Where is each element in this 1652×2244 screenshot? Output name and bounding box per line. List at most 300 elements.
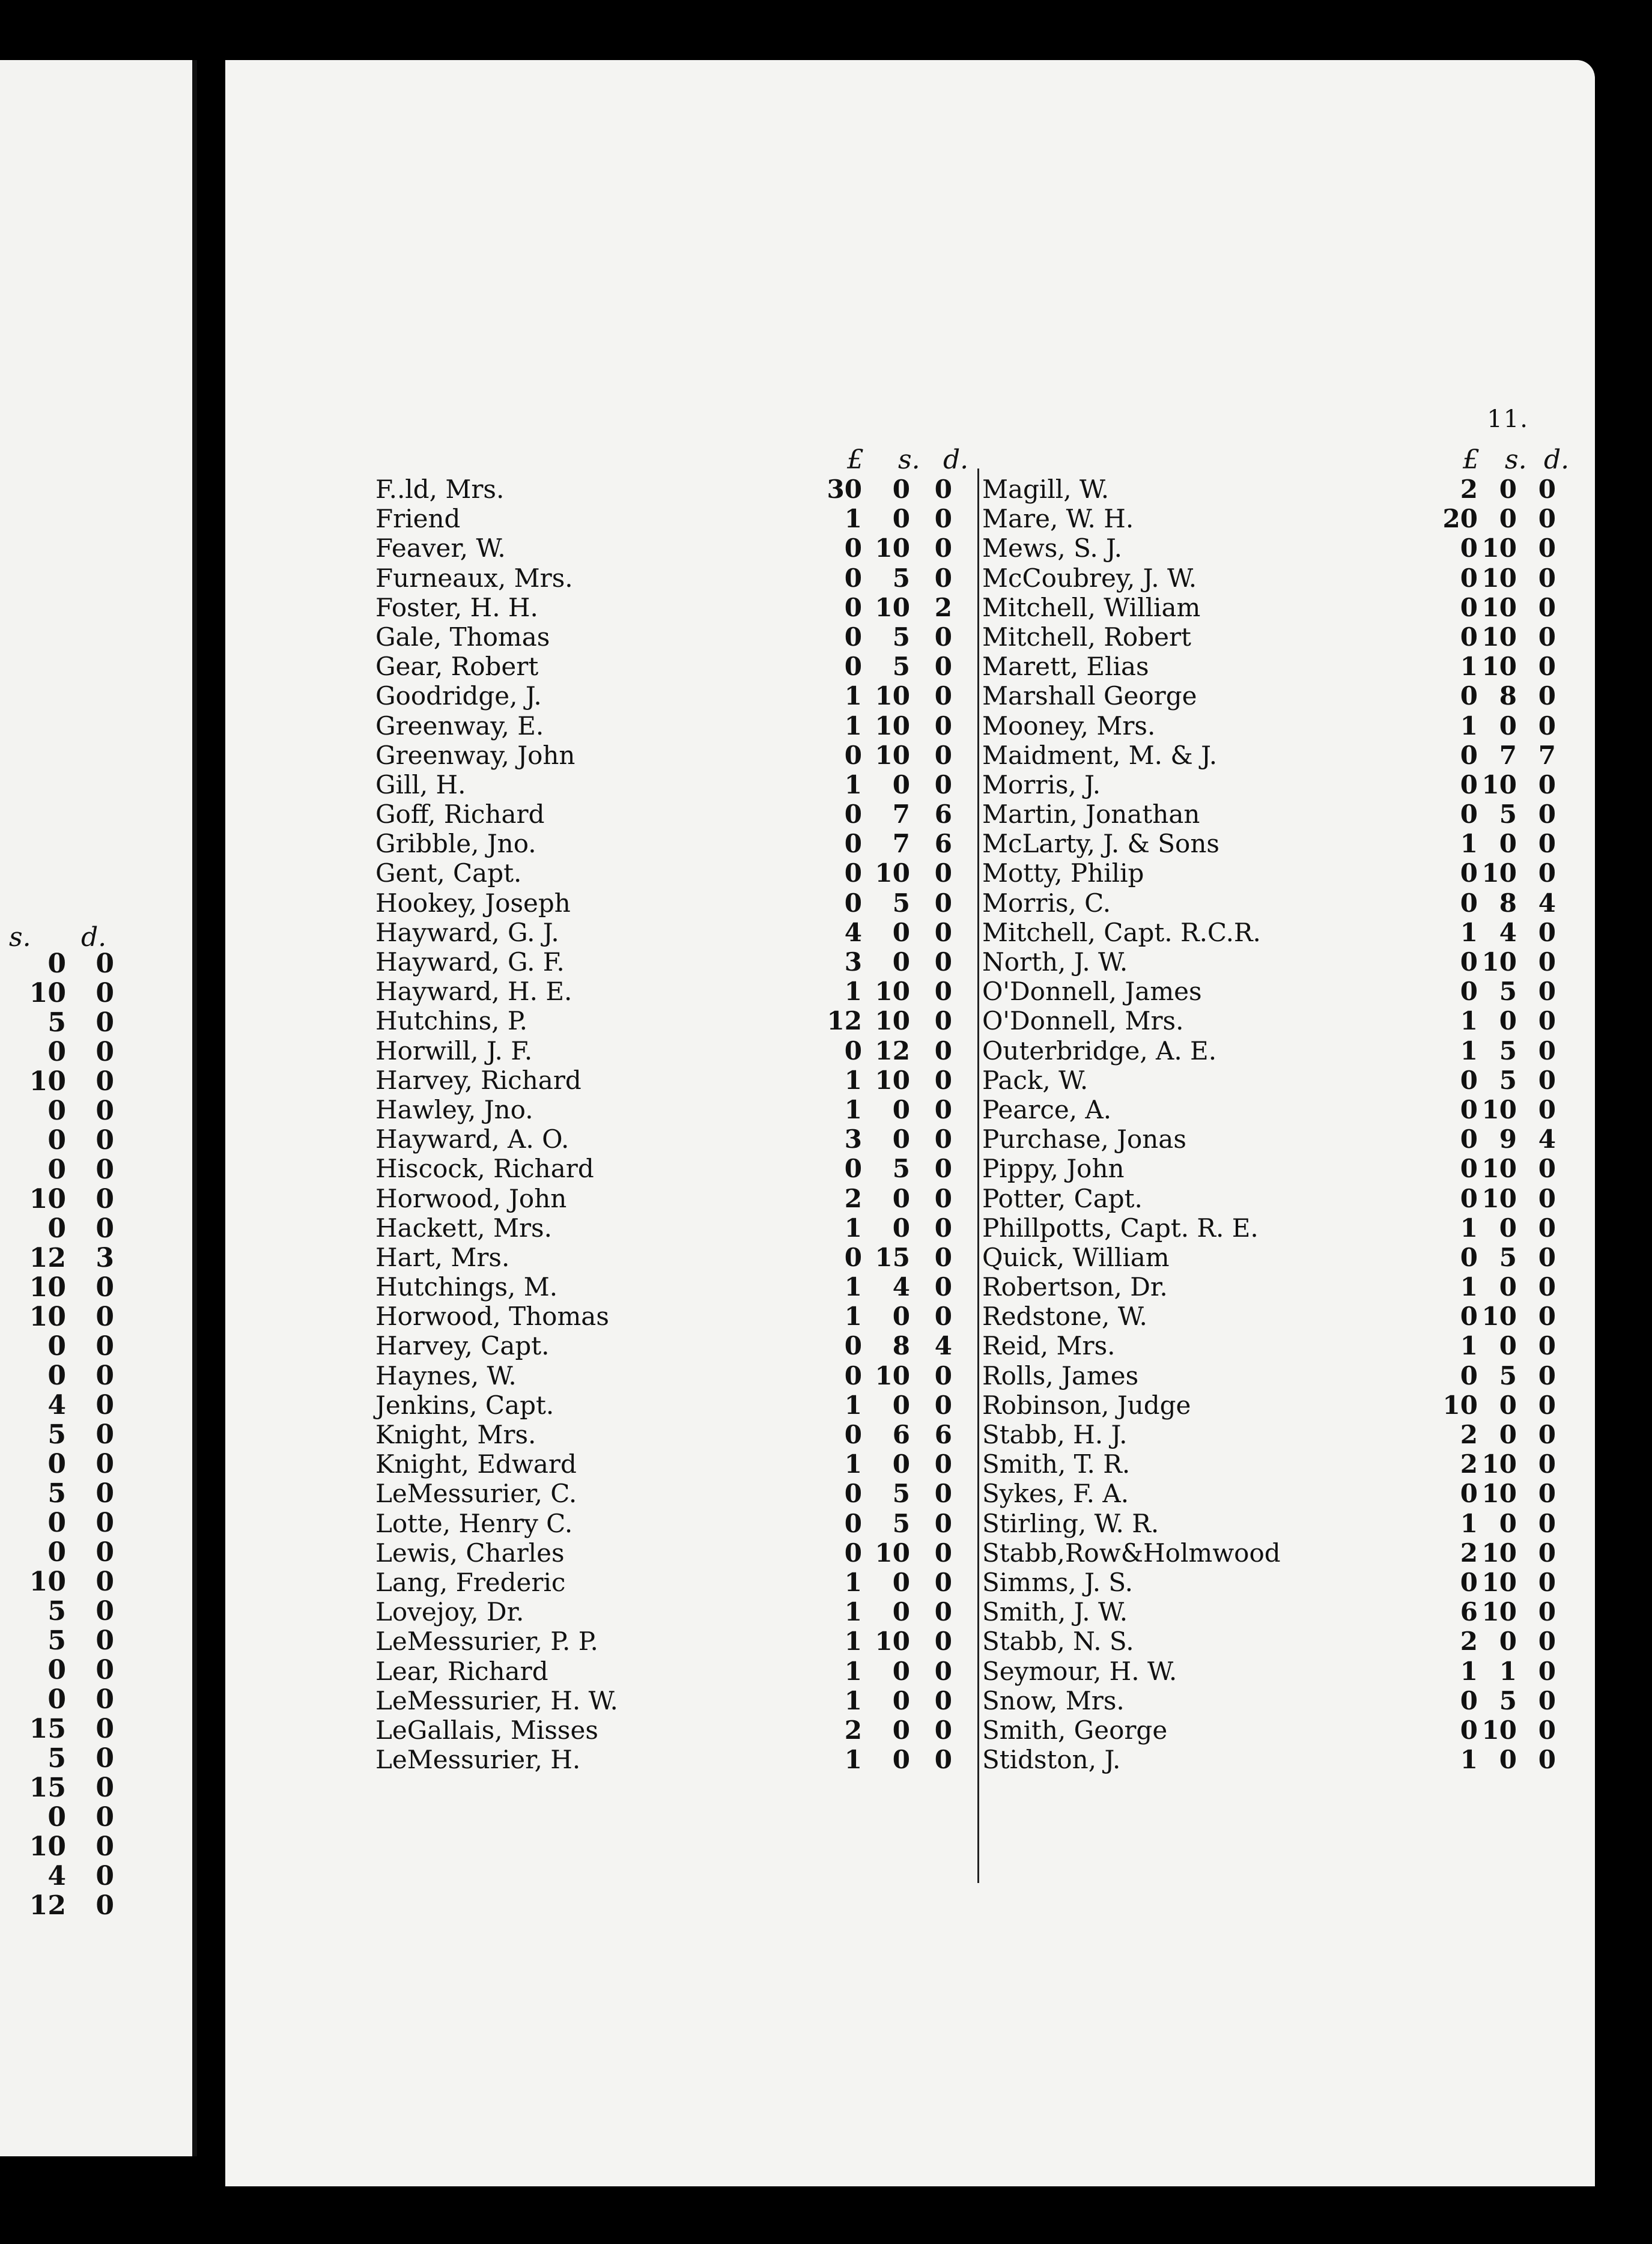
list-item [0, 1508, 114, 1538]
pence-value: 0 [934, 711, 952, 741]
pounds-value: 0 [1460, 888, 1478, 918]
shillings-value: 5 [1499, 799, 1517, 829]
pounds-value: 0 [1460, 947, 1478, 977]
subscriber-name: Horwill, J. F. [375, 1036, 533, 1066]
pence-value: 0 [1538, 977, 1556, 1007]
left-page-header [9, 922, 153, 953]
subscriber-name: Gribble, Jno. [375, 829, 536, 859]
list-item [0, 1008, 114, 1037]
subscriber-name: Hart, Mrs. [375, 1242, 510, 1272]
pence-value: 0 [1538, 1006, 1556, 1036]
list-item [0, 1214, 114, 1243]
shillings-value: 10 [29, 1184, 66, 1214]
shillings-value: 5 [1499, 1242, 1517, 1272]
pounds-value: 0 [844, 740, 862, 770]
shillings-value: 12 [29, 1890, 66, 1921]
pence-value: 0 [934, 1627, 952, 1657]
subscriber-name: Hiscock, Richard [375, 1154, 594, 1184]
pounds-value: 0 [844, 1036, 862, 1066]
shillings-value: 0 [892, 1183, 910, 1213]
list-item [982, 799, 1556, 829]
pence-header: d. [81, 922, 107, 953]
shillings-value: 8 [1499, 681, 1517, 711]
pence-value: 0 [1538, 1538, 1556, 1568]
pence-value: 0 [96, 1802, 114, 1833]
list-item [982, 917, 1556, 947]
list-item [982, 1479, 1556, 1509]
pounds-value: 1 [844, 1745, 862, 1775]
list-item [375, 563, 976, 593]
shillings-value: 0 [47, 1360, 66, 1391]
pounds-value: 4 [844, 917, 862, 947]
shillings-value: 12 [875, 1036, 910, 1066]
list-item [375, 888, 976, 918]
pounds-value: 1 [844, 1597, 862, 1627]
pounds-value: 1 [844, 1302, 862, 1332]
pence-value: 0 [934, 1745, 952, 1775]
pounds-value: 0 [844, 1242, 862, 1272]
pounds-value: 1 [1460, 1656, 1478, 1686]
shillings-value: 10 [29, 978, 66, 1008]
shillings-value: 4 [892, 1272, 910, 1302]
pence-value: 0 [1538, 1420, 1556, 1449]
list-item [982, 1597, 1556, 1627]
pence-value: 4 [934, 1331, 952, 1361]
shillings-value: 0 [892, 947, 910, 977]
list-item [982, 1449, 1556, 1479]
list-item [982, 1538, 1556, 1568]
list-item [982, 1124, 1556, 1154]
subscriber-name: Gill, H. [375, 769, 466, 799]
pence-value: 0 [1538, 1479, 1556, 1509]
list-item [375, 1184, 976, 1213]
pence-value: 0 [96, 1478, 114, 1509]
pounds-value: 0 [844, 858, 862, 888]
pence-value: 0 [934, 1715, 952, 1745]
shillings-value: 0 [1499, 504, 1517, 534]
pounds-value: 0 [1460, 1479, 1478, 1509]
shillings-value: 10 [29, 1272, 66, 1303]
shillings-value: 5 [892, 622, 910, 652]
shillings-value: 10 [1481, 563, 1517, 593]
shillings-value: 7 [892, 829, 910, 859]
pence-value: 0 [1538, 592, 1556, 622]
pounds-value: 1 [844, 711, 862, 741]
shillings-value: 0 [892, 1124, 910, 1154]
left-column [375, 475, 976, 1774]
shillings-value: 0 [47, 1802, 66, 1833]
pence-value: 0 [96, 1419, 114, 1450]
subscriber-name: Hawley, Jno. [375, 1094, 533, 1124]
subscriber-name: Knight, Edward [375, 1449, 577, 1479]
pence-value: 0 [96, 1890, 114, 1921]
list-item [0, 1479, 114, 1508]
list-item [375, 770, 976, 799]
pence-value: 0 [1538, 947, 1556, 977]
shillings-value: 0 [892, 1094, 910, 1124]
subscriber-name: Pearce, A. [982, 1094, 1112, 1124]
subscriber-name: Foster, H. H. [375, 592, 538, 622]
shillings-value: 0 [47, 1449, 66, 1479]
pence-value: 0 [1538, 1685, 1556, 1715]
shillings-value: 10 [1481, 1567, 1517, 1597]
pounds-value: 0 [1460, 1242, 1478, 1272]
shillings-header: s. [1505, 444, 1527, 475]
shillings-value: 0 [892, 1449, 910, 1479]
pounds-value: 1 [844, 1656, 862, 1686]
pence-value: 0 [1538, 1508, 1556, 1538]
subscriber-name: F..ld, Mrs. [375, 475, 505, 504]
subscriber-name: Gent, Capt. [375, 858, 522, 888]
pounds-value: 1 [1460, 652, 1478, 682]
subscriber-name: Hayward, G. J. [375, 917, 559, 947]
pence-value: 0 [1538, 1567, 1556, 1597]
subscriber-name: Hayward, H. E. [375, 977, 572, 1007]
pence-value: 0 [934, 917, 952, 947]
list-item [0, 1184, 114, 1214]
pence-value: 0 [96, 1302, 114, 1332]
shillings-value: 0 [47, 948, 66, 979]
pence-value: 6 [934, 1420, 952, 1449]
shillings-value: 5 [892, 652, 910, 682]
pounds-value: 2 [1460, 1538, 1478, 1568]
pounds-value: 3 [844, 947, 862, 977]
shillings-value: 0 [1499, 1006, 1517, 1036]
list-item [982, 858, 1556, 888]
shillings-value: 0 [47, 1331, 66, 1362]
pounds-value: 0 [844, 888, 862, 918]
pence-value: 0 [1538, 1213, 1556, 1243]
pounds-value: 0 [1460, 1154, 1478, 1184]
list-item [0, 1067, 114, 1096]
subscriber-name: Outerbridge, A. E. [982, 1036, 1217, 1066]
subscriber-name: Motty, Philip [982, 858, 1144, 888]
pounds-value: 1 [844, 1213, 862, 1243]
pence-value: 0 [96, 1449, 114, 1479]
pence-value: 0 [1538, 504, 1556, 534]
pence-value: 0 [934, 504, 952, 534]
subscriber-name: Smith, George [982, 1715, 1168, 1745]
list-item [982, 1272, 1556, 1302]
pounds-value: 2 [1460, 1420, 1478, 1449]
shillings-value: 5 [47, 1596, 66, 1627]
pence-value: 3 [96, 1243, 114, 1273]
list-item [375, 1538, 976, 1568]
list-item [375, 1745, 976, 1774]
pounds-value: 0 [844, 533, 862, 563]
subscriber-name: Marett, Elias [982, 652, 1149, 682]
shillings-value: 0 [892, 1390, 910, 1420]
pence-value: 0 [96, 1684, 114, 1715]
list-item [982, 533, 1556, 563]
subscriber-name: Phillpotts, Capt. R. E. [982, 1213, 1259, 1243]
shillings-value: 1 [1499, 1656, 1517, 1686]
list-item [375, 1095, 976, 1124]
subscriber-name: Smith, J. W. [982, 1597, 1128, 1627]
pence-value: 0 [934, 1183, 952, 1213]
pounds-value: 0 [1460, 1302, 1478, 1332]
subscriber-name: O'Donnell, Mrs. [982, 1006, 1184, 1036]
pence-value: 0 [96, 1007, 114, 1038]
pounds-value: 2 [844, 1715, 862, 1745]
subscriber-name: Morris, C. [982, 888, 1111, 918]
list-item [375, 829, 976, 858]
shillings-value: 15 [875, 1242, 910, 1272]
pence-value: 0 [934, 1685, 952, 1715]
shillings-value: 6 [892, 1420, 910, 1449]
shillings-value: 10 [1481, 1538, 1517, 1568]
list-item [982, 947, 1556, 977]
list-item [0, 1773, 114, 1803]
pounds-value: 6 [1460, 1597, 1478, 1627]
pounds-value: 0 [1460, 977, 1478, 1007]
pence-value: 0 [96, 1743, 114, 1774]
subscriber-name: Quick, William [982, 1242, 1170, 1272]
list-item [375, 947, 976, 977]
list-item [375, 1509, 976, 1538]
subscriber-name: Mews, S. J. [982, 533, 1122, 563]
list-item [982, 829, 1556, 859]
list-item [375, 475, 976, 504]
list-item [375, 1420, 976, 1449]
pence-value: 0 [96, 1360, 114, 1391]
subscriber-name: Goff, Richard [375, 799, 545, 829]
subscriber-name: Lear, Richard [375, 1656, 548, 1686]
shillings-value: 12 [29, 1243, 66, 1273]
shillings-value: 10 [875, 740, 910, 770]
subscriber-name: Simms, J. S. [982, 1567, 1134, 1597]
list-item [375, 1361, 976, 1390]
subscriber-name: Haynes, W. [375, 1360, 517, 1390]
subscriber-name: Horwood, Thomas [375, 1302, 609, 1332]
pence-value: 0 [1538, 1302, 1556, 1332]
pence-value: 0 [934, 740, 952, 770]
pence-value: 0 [1538, 1627, 1556, 1657]
pence-value: 0 [1538, 1360, 1556, 1390]
list-item [982, 1183, 1556, 1213]
list-item [982, 1036, 1556, 1066]
pounds-value: 12 [827, 1006, 862, 1036]
document-page [225, 60, 1595, 2186]
pence-value: 0 [934, 1065, 952, 1095]
pounds-value: 0 [844, 1331, 862, 1361]
shillings-value: 0 [892, 1213, 910, 1243]
pounds-value: 0 [844, 652, 862, 682]
pence-value: 0 [934, 1390, 952, 1420]
subscriber-name: Seymour, H. W. [982, 1656, 1177, 1686]
subscriber-name: Redstone, W. [982, 1302, 1147, 1332]
pounds-value: 1 [844, 1390, 862, 1420]
subscriber-name: Mitchell, Capt. R.C.R. [982, 917, 1261, 947]
list-item [982, 475, 1556, 504]
pence-value: 0 [934, 1213, 952, 1243]
shillings-value: 0 [892, 1597, 910, 1627]
shillings-value: 10 [875, 858, 910, 888]
pence-value: 0 [96, 1066, 114, 1097]
pounds-value: 1 [1460, 917, 1478, 947]
list-item [982, 1213, 1556, 1243]
shillings-value: 10 [1481, 1479, 1517, 1509]
subscriber-name: Harvey, Capt. [375, 1331, 550, 1361]
pounds-value: 0 [1460, 1183, 1478, 1213]
list-item [982, 622, 1556, 652]
pounds-value: 0 [1460, 1685, 1478, 1715]
subscriber-name: Lang, Frederic [375, 1567, 566, 1597]
shillings-value: 0 [1499, 1627, 1517, 1657]
subscriber-name: Feaver, W. [375, 533, 506, 563]
list-item [375, 1006, 976, 1036]
subscriber-name: Hutchins, P. [375, 1006, 527, 1036]
list-item [375, 858, 976, 888]
shillings-value: 15 [29, 1714, 66, 1744]
list-item [0, 1302, 114, 1332]
list-item [0, 1538, 114, 1567]
pence-value: 0 [1538, 1449, 1556, 1479]
list-item [982, 888, 1556, 918]
pence-value: 0 [934, 681, 952, 711]
pence-value: 0 [934, 475, 952, 504]
subscriber-name: Knight, Mrs. [375, 1420, 536, 1449]
shillings-value: 0 [1499, 1331, 1517, 1361]
shillings-value: 0 [1499, 1745, 1517, 1775]
pence-value: 0 [934, 652, 952, 682]
pence-value: 0 [934, 1006, 952, 1036]
pounds-value: 1 [1460, 1272, 1478, 1302]
pounds-value: 0 [844, 1154, 862, 1184]
list-item [375, 1302, 976, 1331]
pence-value: 6 [934, 829, 952, 859]
pounds-value: 1 [844, 1065, 862, 1095]
subscriber-name: Lotte, Henry C. [375, 1508, 573, 1538]
list-item [982, 1508, 1556, 1538]
subscriber-name: Pack, W. [982, 1065, 1089, 1095]
shillings-value: 10 [875, 1006, 910, 1036]
list-item [375, 1390, 976, 1420]
pence-value: 0 [96, 1714, 114, 1744]
shillings-value: 10 [1481, 947, 1517, 977]
list-item [375, 533, 976, 563]
shillings-value: 0 [892, 1567, 910, 1597]
pence-value: 0 [1538, 1154, 1556, 1184]
subscriber-name: Snow, Mrs. [982, 1685, 1125, 1715]
subscriber-name: Hackett, Mrs. [375, 1213, 552, 1243]
pounds-value: 2 [844, 1183, 862, 1213]
list-item [0, 1332, 114, 1361]
list-item [982, 1242, 1556, 1272]
subscriber-name: Gear, Robert [375, 652, 539, 682]
subscriber-name: O'Donnell, James [982, 977, 1202, 1007]
pounds-value: 1 [1460, 1213, 1478, 1243]
shillings-value: 0 [892, 1745, 910, 1775]
shillings-value: 0 [47, 1213, 66, 1244]
pence-value: 0 [1538, 475, 1556, 504]
subscriber-name: Lovejoy, Dr. [375, 1597, 524, 1627]
shillings-value: 10 [29, 1066, 66, 1097]
pence-value: 0 [934, 1538, 952, 1568]
subscriber-name: Robertson, Dr. [982, 1272, 1168, 1302]
subscriber-name: Stabb, H. J. [982, 1420, 1128, 1449]
pence-value: 0 [934, 533, 952, 563]
list-item [0, 1655, 114, 1685]
shillings-value: 0 [1499, 829, 1517, 859]
subscriber-name: Mare, W. H. [982, 504, 1134, 534]
shillings-value: 5 [892, 1508, 910, 1538]
list-item [0, 1037, 114, 1067]
list-item [0, 1832, 114, 1861]
subscriber-name: LeMessurier, C. [375, 1479, 577, 1509]
pounds-value: 0 [844, 1479, 862, 1509]
pounds-value: 1 [844, 1567, 862, 1597]
pounds-value: 0 [1460, 1567, 1478, 1597]
pounds-value: 0 [1460, 858, 1478, 888]
pence-value: 0 [96, 1861, 114, 1891]
pounds-value: 0 [844, 563, 862, 593]
subscriber-name: Stabb,Row&Holmwood [982, 1538, 1281, 1568]
pence-value: 0 [96, 1655, 114, 1685]
subscriber-name: Rolls, James [982, 1360, 1139, 1390]
pence-value: 0 [934, 1656, 952, 1686]
shillings-value: 10 [1481, 1449, 1517, 1479]
pence-value: 0 [934, 1154, 952, 1184]
shillings-header: s. [9, 922, 31, 953]
pence-value: 0 [1538, 1094, 1556, 1124]
list-item [0, 1803, 114, 1832]
shillings-value: 4 [1499, 917, 1517, 947]
pounds-header: £ [1463, 444, 1480, 475]
list-item [982, 563, 1556, 593]
pence-value: 0 [96, 1596, 114, 1627]
pence-value: 0 [96, 1184, 114, 1214]
pounds-value: 2 [1460, 1627, 1478, 1657]
pence-value: 0 [96, 1508, 114, 1538]
shillings-value: 5 [892, 1154, 910, 1184]
pounds-value: 1 [1460, 1006, 1478, 1036]
pounds-header: £ [847, 444, 864, 475]
list-item [375, 1568, 976, 1597]
list-item [0, 978, 114, 1008]
pence-value: 0 [96, 1213, 114, 1244]
subscriber-name: Gale, Thomas [375, 622, 550, 652]
shillings-value: 10 [875, 681, 910, 711]
left-page-amounts [0, 949, 114, 1920]
list-item [0, 1597, 114, 1626]
shillings-value: 0 [892, 1715, 910, 1745]
pence-value: 0 [934, 888, 952, 918]
pence-value: 0 [1538, 681, 1556, 711]
shillings-value: 0 [1499, 1508, 1517, 1538]
pence-value: 0 [934, 1036, 952, 1066]
pounds-value: 0 [1460, 681, 1478, 711]
pence-value: 0 [1538, 1656, 1556, 1686]
shillings-value: 4 [47, 1861, 66, 1891]
pounds-value: 2 [1460, 475, 1478, 504]
shillings-value: 10 [1481, 769, 1517, 799]
list-item [982, 711, 1556, 741]
pence-value: 0 [1538, 917, 1556, 947]
right-column [982, 475, 1556, 1775]
pounds-value: 0 [844, 1538, 862, 1568]
shillings-value: 0 [892, 504, 910, 534]
list-item [0, 1243, 114, 1273]
pence-value: 0 [1538, 1597, 1556, 1627]
shillings-value: 5 [1499, 1685, 1517, 1715]
shillings-value: 8 [892, 1331, 910, 1361]
list-item [982, 1006, 1556, 1036]
shillings-value: 10 [1481, 1597, 1517, 1627]
shillings-value: 10 [875, 711, 910, 741]
shillings-value: 5 [1499, 1360, 1517, 1390]
list-item [375, 1597, 976, 1627]
